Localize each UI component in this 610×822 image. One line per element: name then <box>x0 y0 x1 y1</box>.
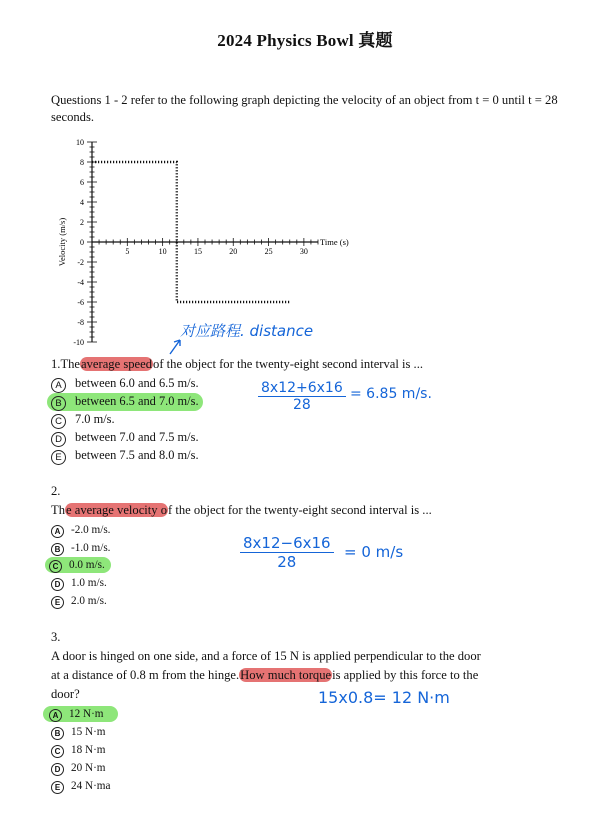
x-axis-label: Time (s) <box>320 237 349 247</box>
option-letter-d: D <box>51 763 64 776</box>
q3-option-c-text: 18 N·m <box>71 744 106 756</box>
q3-option-e-text: 24 N·ma <box>71 780 111 792</box>
question-2-prefix: Th <box>51 503 65 517</box>
q3-option-d-text: 20 N·m <box>71 762 106 774</box>
y-tick-label: 4 <box>80 198 84 207</box>
option-letter-e: E <box>51 450 66 465</box>
x-tick-label: 10 <box>158 247 167 256</box>
q1-option-a[interactable] <box>51 375 199 393</box>
question-3-line-3: door? <box>51 687 80 701</box>
q3-option-a-highlight <box>43 706 118 722</box>
question-1-highlight: average speed <box>81 357 153 371</box>
q1-work-denominator: 28 <box>258 396 346 413</box>
x-tick-label: 5 <box>125 247 130 256</box>
question-1-suffix: of the object for the twenty-eight second interval is ... <box>153 357 424 371</box>
y-tick-label: 10 <box>76 138 84 147</box>
q1-handwritten-fraction <box>258 380 346 413</box>
q3-option-a[interactable] <box>51 706 118 722</box>
q3-option-a-text: 12 N·m <box>69 708 104 720</box>
y-tick-label: 8 <box>80 158 84 167</box>
option-letter-b: B <box>51 727 64 740</box>
option-letter-e: E <box>51 596 64 609</box>
option-letter-e: E <box>51 781 64 794</box>
x-tick-label: 20 <box>229 247 238 256</box>
x-tick-label: 15 <box>193 247 202 256</box>
y-tick-label: -4 <box>77 278 84 287</box>
velocity-time-graph <box>40 132 370 352</box>
y-tick-label: -8 <box>77 318 84 327</box>
q2-option-e[interactable] <box>51 593 107 609</box>
q3-handwritten-work: 15x0.8= 12 N·m <box>318 688 450 707</box>
q2-work-numerator: 8x12−6x16 <box>243 534 331 552</box>
question-2-highlight: e average velocity o <box>66 503 168 517</box>
option-letter-b: B <box>51 543 64 556</box>
q2-option-c-text: 0.0 m/s. <box>69 559 105 571</box>
question-2-number: 2. <box>51 484 61 498</box>
option-letter-c: C <box>51 745 64 758</box>
q2-option-d[interactable] <box>51 575 107 591</box>
question-2-suffix: f the object for the twenty-eight second interval is ... <box>168 503 432 517</box>
q2-option-d-text: 1.0 m/s. <box>71 577 107 589</box>
question-3-suffix: is applied by this force to the <box>332 668 479 682</box>
option-letter-d: D <box>51 432 66 447</box>
option-letter-a: A <box>51 378 66 393</box>
option-letter-a: A <box>51 525 64 538</box>
q1-option-e-text: between 7.5 and 8.0 m/s. <box>75 448 199 462</box>
q2-option-e-text: 2.0 m/s. <box>71 595 107 607</box>
q3-option-d[interactable] <box>51 760 106 776</box>
option-letter-b: B <box>51 396 66 411</box>
q2-option-c-highlight <box>45 557 111 573</box>
q2-handwritten-fraction <box>240 534 334 571</box>
q1-option-b[interactable] <box>51 393 203 411</box>
option-letter-c: C <box>49 560 62 573</box>
question-3-line-2 <box>51 667 478 684</box>
option-letter-a: A <box>49 709 62 722</box>
q1-option-c[interactable] <box>51 411 115 429</box>
y-axis-label: Velocity (m/s) <box>57 217 67 267</box>
q2-option-a[interactable] <box>51 522 110 538</box>
q2-handwritten-result: = 0 m/s <box>344 543 404 561</box>
question-3-line-1: A door is hinged on one side, and a force of 15 N is applied perpendicular to the door <box>51 649 481 663</box>
y-tick-label: -6 <box>77 298 84 307</box>
question-2 <box>51 502 432 519</box>
q2-option-b-text: -1.0 m/s. <box>71 542 111 554</box>
velocity-series-line <box>92 162 290 302</box>
q1-option-a-text: between 6.0 and 6.5 m/s. <box>75 376 199 390</box>
question-1 <box>51 356 423 373</box>
x-tick-label: 25 <box>264 247 273 256</box>
q1-option-b-text: between 6.5 and 7.0 m/s. <box>75 394 199 408</box>
page-title: 2024 Physics Bowl 真题 <box>217 31 393 50</box>
q1-option-e[interactable] <box>51 447 199 465</box>
intro-text: Questions 1 - 2 refer to the following graph depicting the velocity of an object from t = 0 until t = 28 seconds. <box>51 93 558 124</box>
y-tick-label: 2 <box>80 218 84 227</box>
q2-option-b[interactable] <box>51 540 110 556</box>
q3-option-e[interactable] <box>51 778 110 794</box>
y-tick-label: -2 <box>77 258 84 267</box>
x-tick-label: 30 <box>299 247 308 256</box>
y-tick-label: 6 <box>80 178 84 187</box>
q3-option-c[interactable] <box>51 742 106 758</box>
q1-option-d-text: between 7.0 and 7.5 m/s. <box>75 430 199 444</box>
y-tick-label: 0 <box>80 238 84 247</box>
question-3-number: 3. <box>51 630 61 644</box>
q3-option-b-text: 15 N·m <box>71 726 106 738</box>
y-tick-label: -10 <box>73 338 84 347</box>
distance-annotation: 对应路程. distance <box>180 322 314 340</box>
question-3-prefix: at a distance of 0.8 m from the hinge. <box>51 668 240 682</box>
q1-option-d[interactable] <box>51 429 199 447</box>
question-1-prefix: 1.The <box>51 357 81 371</box>
q2-option-c[interactable] <box>51 557 111 573</box>
option-letter-d: D <box>51 578 64 591</box>
q1-option-b-highlight <box>47 393 203 411</box>
q1-work-numerator: 8x12+6x16 <box>261 380 343 396</box>
q2-work-denominator: 28 <box>240 552 334 571</box>
q3-option-b[interactable] <box>51 724 106 740</box>
question-3-highlight: How much torque <box>240 668 332 682</box>
q1-handwritten-result: = 6.85 m/s. <box>350 386 432 402</box>
q2-option-a-text: -2.0 m/s. <box>71 524 111 536</box>
q1-option-c-text: 7.0 m/s. <box>75 412 115 426</box>
option-letter-c: C <box>51 414 66 429</box>
